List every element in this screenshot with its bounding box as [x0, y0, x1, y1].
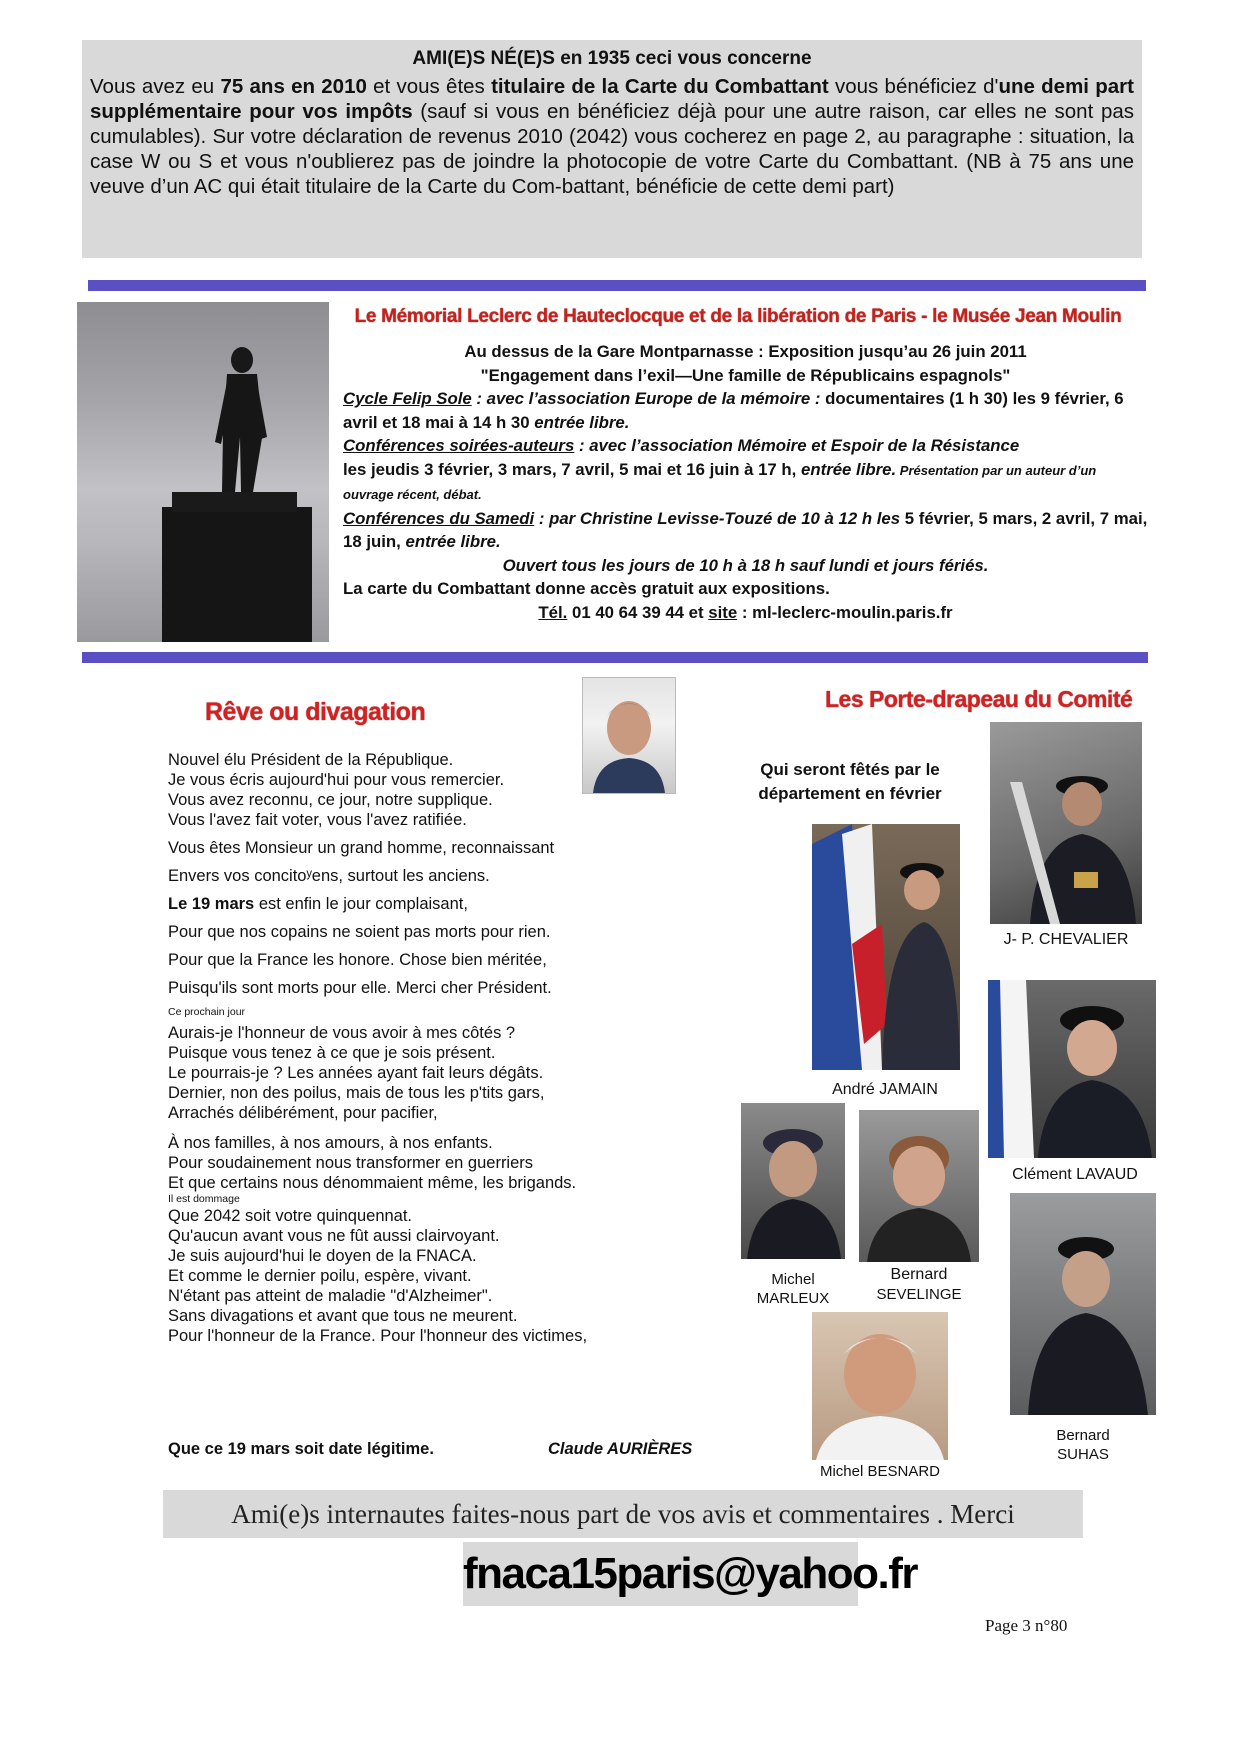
opening-hours: Ouvert tous les jours de 10 h à 18 h sauf lundi et jours fériés. — [502, 555, 989, 575]
poem-line: Pour que la France les honore. Chose bien méritée, — [168, 951, 547, 969]
notice-bold: 75 ans en 2010 — [220, 75, 367, 98]
cycle-entry: entrée libre. — [534, 412, 630, 432]
exhibition-title: "Engagement dans l’exil—Une famille de Républicains espagnols" — [480, 365, 1011, 385]
photo-sevelinge — [859, 1110, 979, 1262]
poem-title: Rêve ou divagation — [205, 698, 426, 726]
photo-lavaud — [988, 980, 1156, 1158]
memorial-title: Le Mémorial Leclerc de Hauteclocque et de la libération de Paris - le Musée Jean Moulin — [354, 306, 1122, 327]
caption-lavaud: Clément LAVAUD — [1012, 1166, 1138, 1183]
caption-line: Bernard — [890, 1266, 948, 1283]
poem-line: Vous êtes Monsieur un grand homme, reconnaissant — [168, 839, 555, 857]
portrait-icon — [1010, 1193, 1156, 1415]
portrait-icon — [812, 824, 960, 1070]
portrait-icon — [990, 722, 1142, 924]
cycle-dates: documentaires (1 h 30) les 9 février, 6 avril et 18 mai à 14 h 30 — [343, 389, 1124, 432]
notice-body — [90, 74, 1134, 199]
conf-dates: les jeudis 3 février, 3 mars, 7 avril, 5 mai et 16 juin à 17 h, — [343, 459, 802, 479]
poem-line: Le pourrais-je ? Les années ayant fait leurs dégâts. — [168, 1064, 544, 1082]
photo-chevalier — [990, 722, 1142, 924]
samedi-dates: 5 février, 5 mars, 2 avril, 7 mai, 18 juin, — [343, 508, 1148, 551]
poem-last-line: Que ce 19 mars soit date légitime. — [168, 1440, 434, 1458]
poem-line: Pour l'honneur de la France. Pour l'honneur des victimes, — [168, 1327, 588, 1345]
cycle-label: Cycle Felip Sole — [343, 389, 472, 408]
poem-line: Vous l'avez fait voter, vous l'avez ratifiée. — [168, 811, 467, 829]
caption-sevelinge — [855, 1265, 983, 1305]
cycle-text: : avec l’association Europe de la mémoire : — [471, 389, 826, 408]
samedi-text: : par Christine Levisse-Touzé de 10 à 12 h les — [534, 508, 905, 528]
poem-line — [168, 894, 728, 914]
site-url: : ml-leclerc-moulin.paris.fr — [737, 602, 953, 622]
photo-marleux — [741, 1103, 845, 1259]
statue-icon — [77, 302, 329, 642]
samedi-entry: entrée libre. — [405, 532, 501, 551]
poem-line: Et comme le dernier poilu, espère, vivant. — [168, 1267, 472, 1285]
poem-line: Et que certains nous dénommaient même, les brigands. — [168, 1174, 577, 1192]
poem-line: Nouvel élu Président de la République. — [168, 751, 454, 769]
notice-text: (sauf si vous en bénéficiez déjà pour une autre raison, car elles ne sont pas cumulables). Sur votre déclaration de revenus 2010 (2042) vous cocherez en page 2, au paragraphe : situation, la case W ou S et vous n'oublierez pas de joindre la photocopie de votre Carte du Combattant. (NB à 75 ans une veuve d’un AC qui était titulaire de la Carte du Com-battant, bénéficie de cette demi part) — [90, 100, 1134, 198]
poem-line: Que 2042 soit votre quinquennat. — [168, 1207, 413, 1225]
photo-jamain — [812, 824, 960, 1070]
poem-signature — [168, 1440, 728, 1459]
conf-paragraph — [343, 434, 1148, 507]
poem-line: À nos familles, à nos amours, à nos enfants. — [168, 1134, 493, 1152]
porte-drapeau-subtitle: Qui seront fêtés par le département en février — [758, 760, 942, 803]
notice-text: Vous avez eu — [90, 75, 221, 98]
notice-bold: titulaire de la Carte du Combattant — [491, 75, 829, 98]
notice-title: AMI(E)S NÉ(E)S en 1935 ceci vous concerne — [412, 48, 812, 69]
portrait-icon — [988, 980, 1156, 1158]
portrait-icon — [741, 1103, 845, 1259]
poem-line: Qu'aucun avant vous ne fût aussi clairvoyant. — [168, 1227, 500, 1245]
statue-photo — [77, 302, 329, 642]
poem-line: Je suis aujourd'hui le doyen de la FNACA. — [168, 1247, 477, 1265]
conf-entry: entrée libre. — [801, 459, 897, 479]
poem-line: Pour soudainement nous transformer en guerriers — [168, 1154, 534, 1172]
site-label: site — [708, 602, 738, 622]
poem-line: Puisqu'ils sont morts pour elle. Merci cher Président. — [168, 979, 552, 997]
notice-text: vous bénéficiez d' — [828, 75, 999, 98]
caption-line: Bernard — [1056, 1427, 1110, 1444]
poem-line: Sans divagations et avant que tous ne meurent. — [168, 1307, 518, 1325]
feedback-banner: Ami(e)s internautes faites-nous part de vos avis et commentaires . Merci — [163, 1490, 1083, 1538]
caption-line: SEVELINGE — [876, 1286, 962, 1303]
memorial-text — [343, 340, 1148, 624]
caption-chevalier: J- P. CHEVALIER — [1003, 931, 1129, 948]
poem-line: Vous avez reconnu, ce jour, notre supplique. — [168, 791, 493, 809]
cycle-paragraph — [343, 387, 1148, 434]
poem-line: N'étant pas atteint de maladie "d'Alzheimer". — [168, 1287, 493, 1305]
portrait-icon — [859, 1110, 979, 1262]
caption-line: MARLEUX — [756, 1290, 830, 1307]
poem-note: Il est dommage — [168, 1193, 240, 1205]
poem-line: Je vous écris aujourd'hui pour vous remercier. — [168, 771, 505, 789]
samedi-paragraph — [343, 507, 1148, 554]
notice-text: et vous êtes — [366, 75, 492, 98]
divider-rule — [88, 280, 1146, 291]
porte-drapeau-title: Les Porte-drapeau du Comité — [825, 686, 1133, 712]
poem-bold: Le 19 mars — [168, 895, 255, 913]
caption-marleux — [735, 1270, 851, 1308]
photo-besnard — [812, 1312, 948, 1460]
tel-label: Tél. — [538, 602, 568, 622]
caption-line: SUHAS — [1057, 1446, 1109, 1463]
poem-line: Pour que nos copains ne soient pas morts pour rien. — [168, 923, 551, 941]
notice-box — [82, 40, 1142, 258]
poem-body — [168, 750, 728, 1346]
poem-line: Aurais-je l'honneur de vous avoir à mes côtés ? — [168, 1024, 516, 1042]
caption-jamain: André JAMAIN — [832, 1081, 938, 1098]
photo-suhas — [1010, 1193, 1156, 1415]
samedi-label: Conférences du Samedi — [343, 508, 535, 528]
poem-line: Envers vos concitoʸens, surtout les anciens. — [168, 867, 490, 885]
contact-line — [343, 601, 1148, 625]
portrait-icon — [812, 1312, 948, 1460]
divider-rule — [82, 652, 1148, 663]
caption-besnard: Michel BESNARD — [819, 1463, 941, 1480]
page-number: Page 3 n°80 — [985, 1616, 1068, 1635]
poem-line: Puisque vous tenez à ce que je sois présent. — [168, 1044, 496, 1062]
poem-line: Dernier, non des poilus, mais de tous les p'tits gars, — [168, 1084, 545, 1102]
exhibition-line: Au dessus de la Gare Montparnasse : Exposition jusqu’au 26 juin 2011 — [464, 342, 1027, 361]
poem-note: Ce prochain jour — [168, 1006, 246, 1018]
notice-bold: une demi part supplémentaire pour vos impôts — [90, 75, 1134, 123]
poem-text: est enfin le jour complaisant, — [254, 895, 468, 913]
conf-text: : avec l’association Mémoire et Espoir de la Résistance — [574, 436, 1020, 455]
contact-email[interactable]: fnaca15paris@yahoo.fr — [463, 1542, 858, 1606]
card-access: La carte du Combattant donne accès gratuit aux expositions. — [343, 579, 830, 598]
caption-line: Michel — [771, 1271, 815, 1288]
conf-label: Conférences soirées-auteurs — [343, 436, 575, 455]
conf-note: Présentation par un auteur d’un ouvrage récent, débat. — [343, 462, 1097, 502]
caption-suhas — [1010, 1426, 1156, 1464]
poem-author: Claude AURIÈRES — [548, 1440, 693, 1458]
tel-number: 01 40 64 39 44 et — [567, 602, 709, 622]
poem-line: Arrachés délibérément, pour pacifier, — [168, 1104, 438, 1122]
